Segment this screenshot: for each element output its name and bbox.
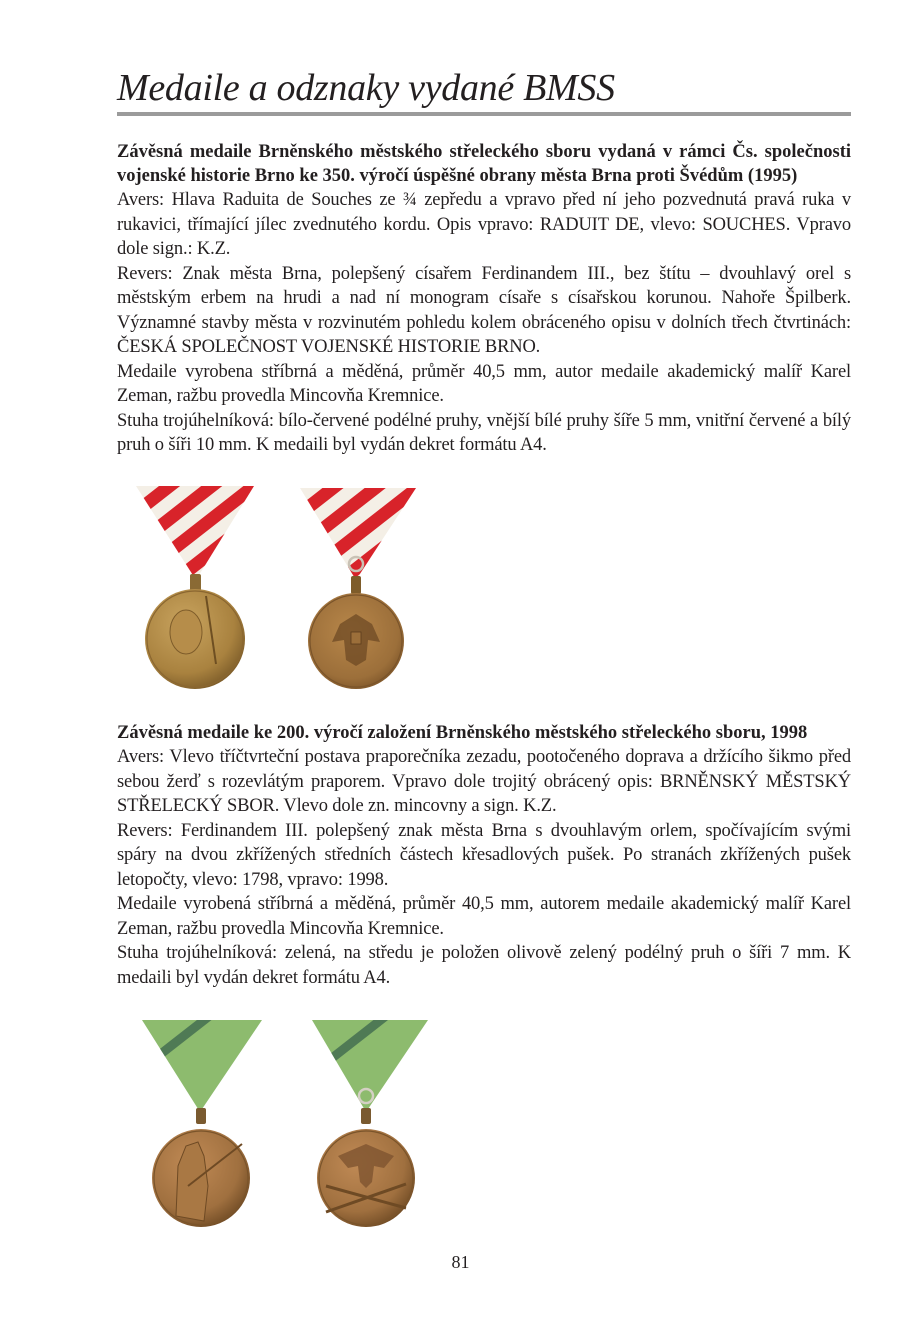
ribbon-green [308,1016,438,1122]
ribbon-description: Stuha trojúhelníková: zelená, na středu je položen olivově zelený podélný pruh o šíři 7 mm. K medaili byl vydán dekret formátu A4. [117,943,851,988]
obverse-description: Avers: Vlevo tříčtvrteční postava praporečníka zezadu, pootočeného doprava a držícího šikmo před sebou žerď s rozevlátým praporem. Vpravo dole trojitý obrácený opis: BRNĚNSKÝ MĚSTSKÝ STŘELECKÝ SBOR. Vlevo dole zn. mincovny a sign. K.Z. [117,747,851,816]
medal-1998-obverse-image [138,1016,268,1231]
obverse-description: Avers: Hlava Raduita de Souches ze ¾ zepředu a vpravo před ní jeho pozvednutá pravá ruka v rukavici, třímající jílec zvednutého kordu. Opis vpravo: RADUIT DE, vlevo: SOUCHES. Vpravo dole sign.: K.Z. [117,190,851,259]
page-number: 81 [451,1252,470,1272]
page-title: Medaile a odznaky vydané BMSS [117,67,615,109]
production-description: Medaile vyrobená stříbrná a měděná, průměr 40,5 mm, autorem medaile akademický malíř Karel Zeman, ražbu provedla Mincovňa Kremnice. [117,894,851,939]
ribbon-green [138,1016,268,1119]
title-rule [117,112,851,116]
reverse-description: Revers: Znak města Brna, polepšený císařem Ferdinandem III., bez štítu – dvouhlavý orel s městským erbem na hrudi a nad ní monogram císaře s císařskou korunou. Nahoře Špilberk. Významné stavby města v rozvinutém pohledu kolem obráceného opisu v dolních třech čtvrtinách: ČESKÁ SPOLEČNOST VOJENSKÉ HISTORIE BRNO. [117,263,851,357]
reverse-description: Revers: Ferdinandem III. polepšený znak města Brna s dvouhlavým orlem, spočívajícím svými spáry na dvou zkřížených středních částech křesadlových pušek. Po stranách zkřížených pušek letopočty, vlevo: 1798, vpravo: 1998. [117,820,851,890]
medal-1998-reverse-image [308,1016,438,1231]
portrait-motif [170,610,202,654]
medal-1995-reverse-image [296,484,426,694]
medal-1995-obverse-image [130,484,260,694]
production-description: Medaile vyrobena stříbrná a měděná, průměr 40,5 mm, autor medaile akademický malíř Karel Zeman, ražbu provedla Mincovňa Kremnice. [117,361,851,406]
ribbon-description: Stuha trojúhelníková: bílo-červené podélné pruhy, vnější bílé pruhy šíře 5 mm, vnitřní červené a bílý pruh o šíři 10 mm. K medaili byl vydán dekret formátu A4. [117,410,851,455]
medal-section-1998 [117,721,851,990]
section-heading: Závěsná medaile ke 200. výročí založení Brněnského městského střeleckého sboru, 1998 [117,723,808,743]
medal-section-1995 [117,140,851,458]
section-heading: Závěsná medaile Brněnského městského střeleckého sboru vydaná v rámci Čs. společnosti vojenské historie Brno ke 350. výročí úspěšné obrany města Brna proti Švédům (1995) [117,142,851,186]
